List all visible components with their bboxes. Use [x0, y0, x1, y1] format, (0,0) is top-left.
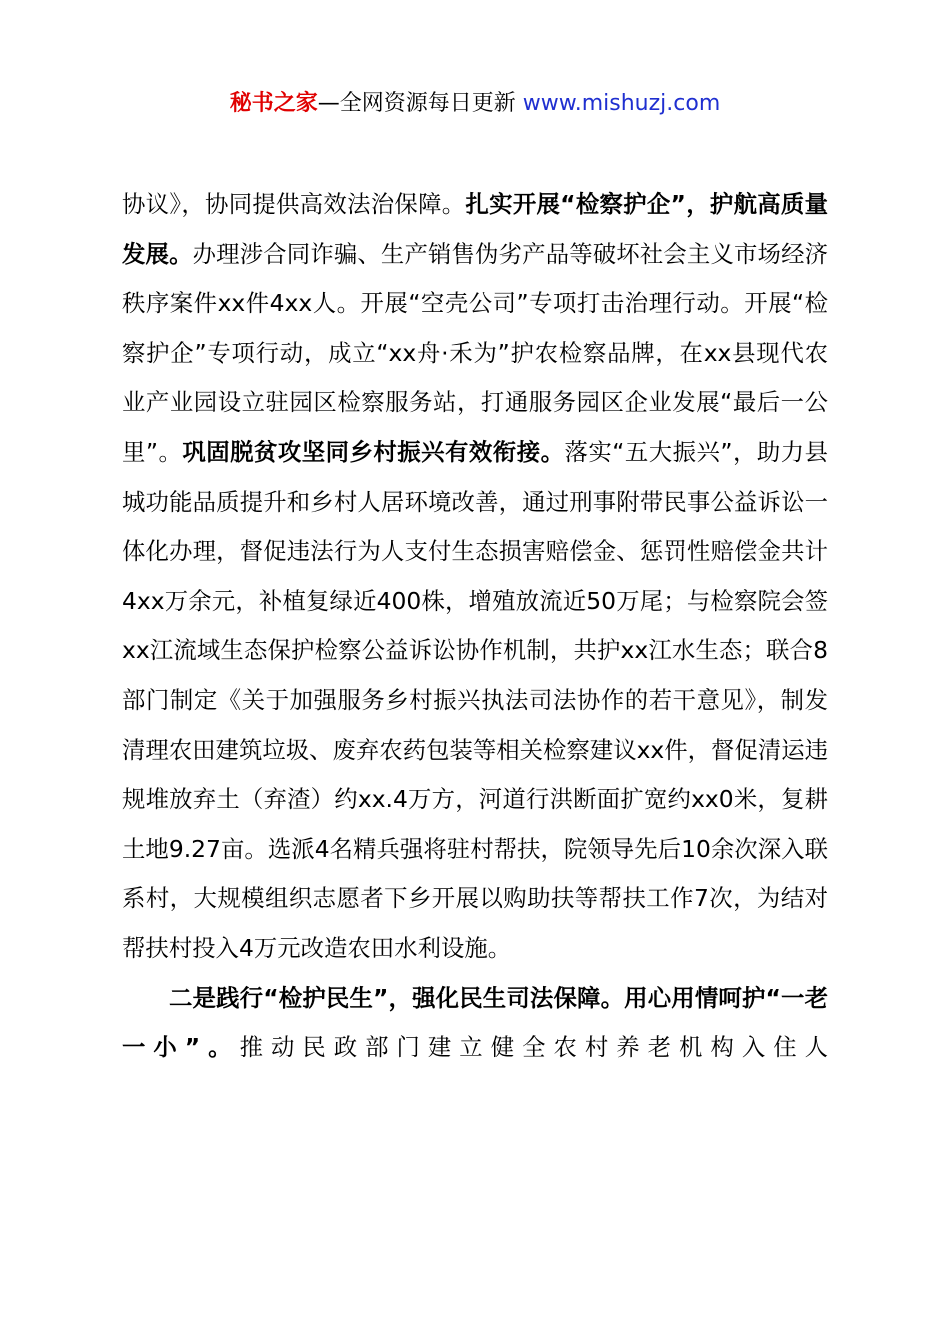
header-brand: 秘书之家 — [229, 91, 318, 116]
page-header — [0, 88, 950, 120]
header-tagline: —全网资源每日更新 — [317, 91, 523, 116]
p2-heading: 二是践行“检护民生”，强化民生司法保障。用心用情呵护“一老一小”。 — [122, 983, 828, 1062]
p1-heading-1: 扎实开展“检察护企”，护航高质量发展。 — [122, 190, 828, 268]
p1-sentence-1: 协议》，协同提供高效法治保障。 — [122, 190, 466, 218]
paragraph-2 — [122, 974, 828, 1073]
header-url-link[interactable]: www.mishuzj.com — [522, 91, 721, 116]
p1-sentence-2: 办理涉合同诈骗、生产销售伪劣产品等破坏社会主义市场经济秩序案件xx件4xx人。开展“空壳公司”专项打击治理行动。开展“检察护企”专项行动，成立“xx舟·禾为”护农检察品牌，在xx县现代农业产业园设立驻园区检察服务站，打通服务园区企业发展“最后一公里”。 — [122, 239, 829, 466]
paragraph-1 — [122, 180, 828, 974]
p1-heading-2: 巩固脱贫攻坚同乡村振兴有效衔接。 — [182, 437, 565, 466]
document-body — [122, 180, 828, 1073]
p2-sentence-1: 推动民政部门建立健全农村养老机构入住人 — [239, 1033, 829, 1062]
p1-sentence-3: 落实“五大振兴”，助力县城功能品质提升和乡村人居环境改善，通过刑事附带民事公益诉讼一体化办理，督促违法行为人支付生态损害赔偿金、惩罚性赔偿金共计4xx万余元，补植复绿近400株，增殖放流近50万尾；与检察院会签xx江流域生态保护检察公益诉讼协作机制，共护xx江水生态；联合8部门制定《关于加强服务乡村振兴执法司法协作的若干意见》，制发清理农田建筑垃圾、废弃农药包装等相关检察建议xx件，督促清运违规堆放弃土（弃渣）约xx.4万方，河道行洪断面扩宽约xx0米，复耕土地9.27亩。选派4名精兵强将驻村帮扶，院领导先后10余次深入联系村，大规模组织志愿者下乡开展以购助扶等帮扶工作7次，为结对帮扶村投入4万元改造农田水利设施。 — [122, 437, 829, 962]
